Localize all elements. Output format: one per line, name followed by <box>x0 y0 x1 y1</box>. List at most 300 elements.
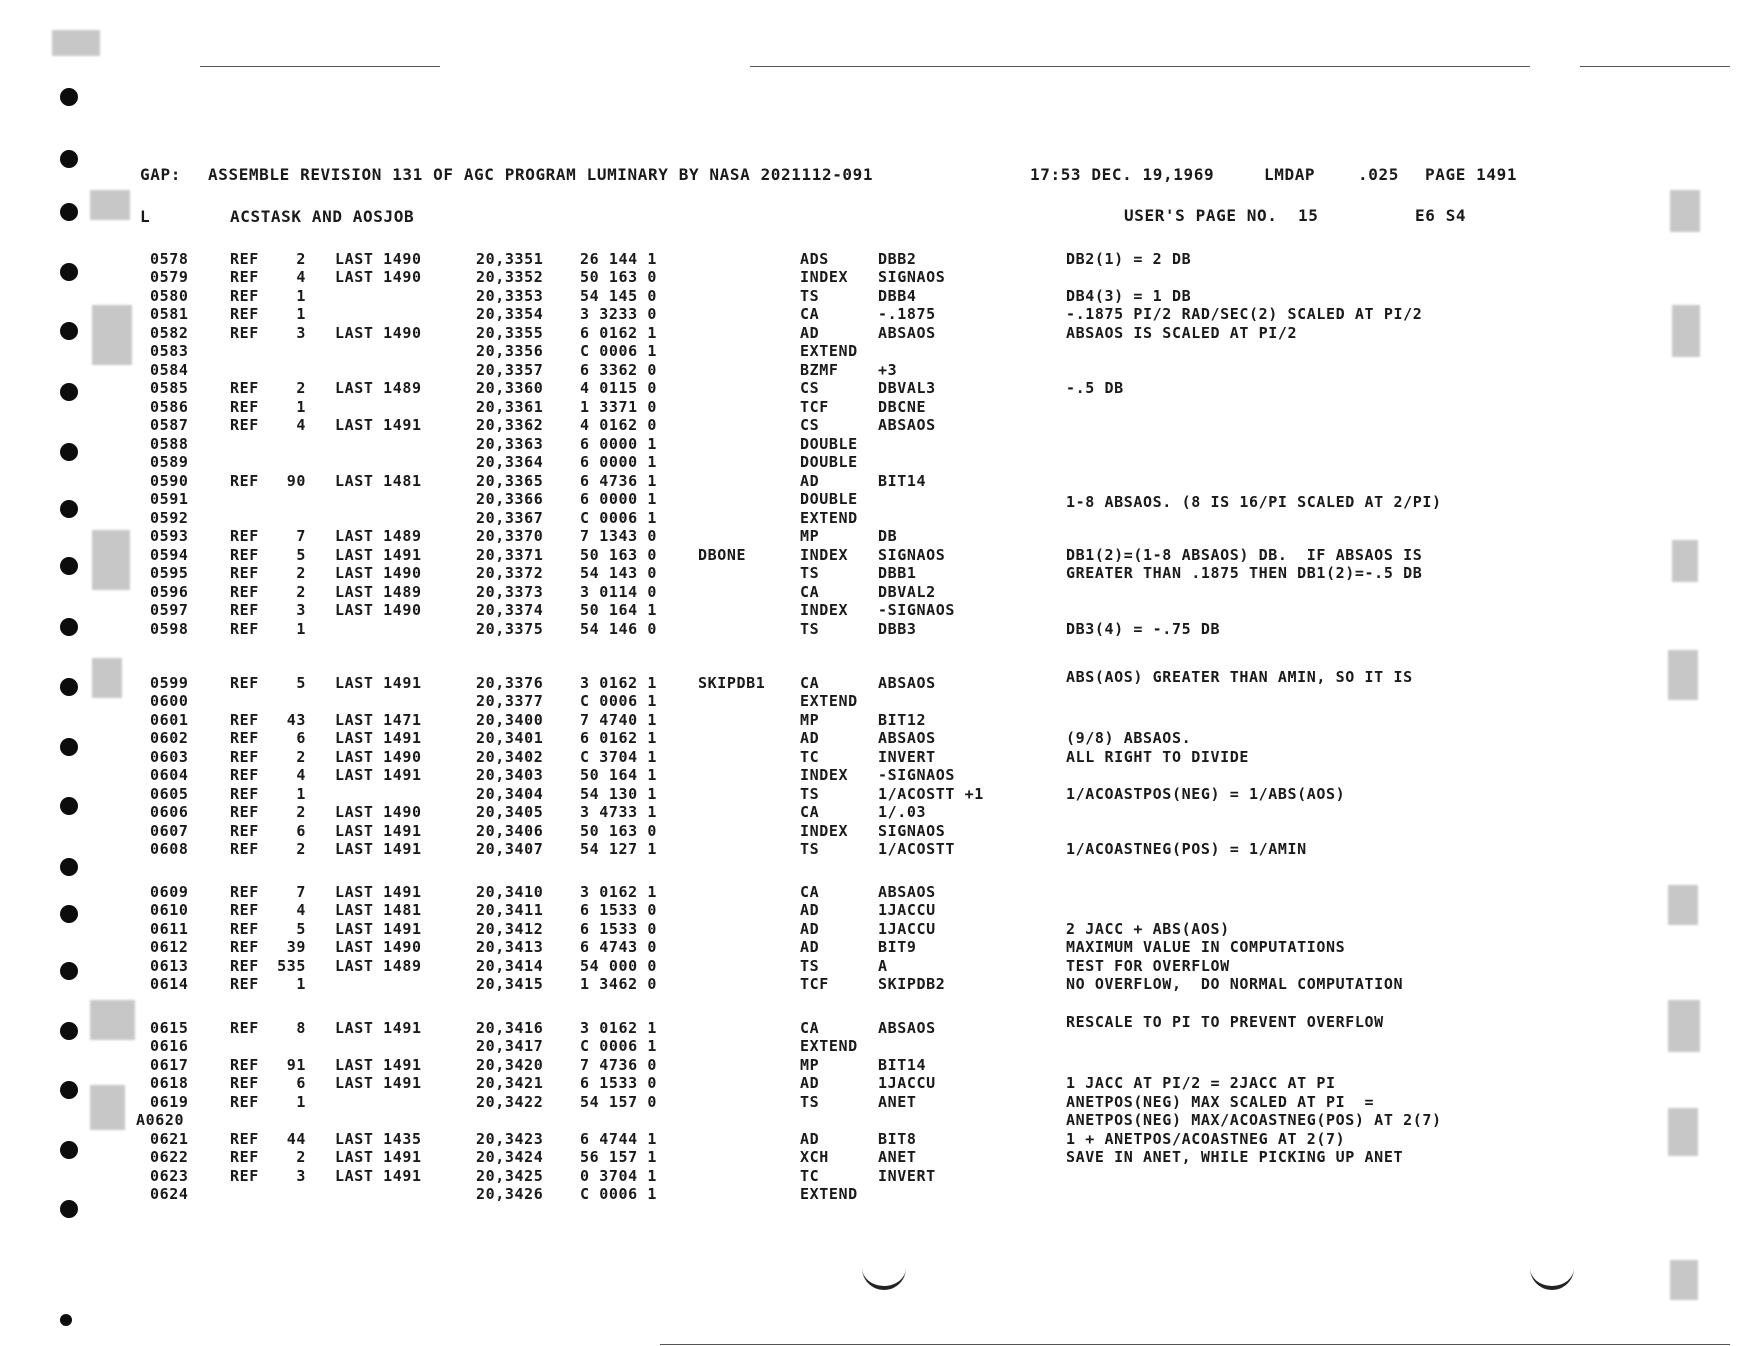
ref-marker: REF <box>230 711 259 729</box>
ref-marker: REF <box>230 1148 259 1166</box>
address: 20,3410 <box>476 883 544 901</box>
binder-arc <box>862 1268 906 1290</box>
line-number: 0603 <box>150 748 189 766</box>
ref-count: 4 <box>296 766 306 784</box>
address: 20,3405 <box>476 803 544 821</box>
operand: 1/ACOSTT <box>878 840 956 858</box>
ref-marker: REF <box>230 785 259 803</box>
line-number: 0588 <box>150 435 189 453</box>
listing-line <box>0 342 1740 360</box>
ref-count: 5 <box>296 920 306 938</box>
operand: 1JACCU <box>878 920 936 938</box>
opcode: TS <box>800 1093 820 1111</box>
margin-smudge <box>1670 190 1700 232</box>
opcode: CA <box>800 305 820 323</box>
ref-marker: REF <box>230 1019 259 1037</box>
operand: ANET <box>878 1093 917 1111</box>
ref-marker: REF <box>230 674 259 692</box>
ref-marker: REF <box>230 564 259 582</box>
ref-marker: REF <box>230 398 259 416</box>
comment: -.5 DB <box>1066 379 1124 397</box>
last-ref: LAST 1491 <box>335 1148 422 1166</box>
comment: MAXIMUM VALUE IN COMPUTATIONS <box>1066 938 1346 956</box>
ref-count: 1 <box>296 620 306 638</box>
ref-count: 5 <box>296 546 306 564</box>
operand: ANET <box>878 1148 917 1166</box>
opcode: AD <box>800 938 820 956</box>
ref-marker: REF <box>230 920 259 938</box>
octal-code: C 0006 1 <box>580 342 658 360</box>
line-number: 0607 <box>150 822 189 840</box>
ref-count: 4 <box>296 268 306 286</box>
operand: 1/ACOSTT +1 <box>878 785 984 803</box>
address: 20,3406 <box>476 822 544 840</box>
listing-line <box>0 398 1740 416</box>
address: 20,3426 <box>476 1185 544 1203</box>
listing-line <box>0 785 1740 803</box>
octal-code: 6 3362 0 <box>580 361 658 379</box>
address: 20,3402 <box>476 748 544 766</box>
octal-code: 54 127 1 <box>580 840 658 858</box>
line-number: 0617 <box>150 1056 189 1074</box>
address: 20,3417 <box>476 1037 544 1055</box>
opcode: AD <box>800 1074 820 1092</box>
line-number: 0608 <box>150 840 189 858</box>
line-number: 0599 <box>150 674 189 692</box>
comment: DB1(2)=(1-8 ABSAOS) DB. IF ABSAOS IS <box>1066 546 1423 564</box>
line-number: 0615 <box>150 1019 189 1037</box>
listing-line <box>0 920 1740 938</box>
listing-line <box>0 957 1740 975</box>
listing-line <box>0 509 1740 527</box>
comment: TEST FOR OVERFLOW <box>1066 957 1230 975</box>
octal-code: 3 4733 1 <box>580 803 658 821</box>
opcode: TCF <box>800 398 829 416</box>
last-ref: LAST 1481 <box>335 472 422 490</box>
address: 20,3420 <box>476 1056 544 1074</box>
ref-count: 3 <box>296 601 306 619</box>
listing-line <box>0 453 1740 471</box>
ref-count: 44 <box>286 1130 306 1148</box>
ref-marker: REF <box>230 1167 259 1185</box>
binder-arc <box>1530 1268 1574 1290</box>
opcode: TS <box>800 785 820 803</box>
opcode: EXTEND <box>800 1037 858 1055</box>
octal-code: 6 4744 1 <box>580 1130 658 1148</box>
octal-code: 3 0162 1 <box>580 674 658 692</box>
octal-code: 6 0000 1 <box>580 490 658 508</box>
ref-count: 2 <box>296 583 306 601</box>
line-number: 0612 <box>150 938 189 956</box>
opcode: TS <box>800 564 820 582</box>
bottom-rule <box>660 1344 1730 1345</box>
listing-line <box>0 1148 1740 1166</box>
address: 20,3415 <box>476 975 544 993</box>
comment: ABS(AOS) GREATER THAN AMIN, SO IT IS <box>1066 668 1413 686</box>
opcode: AD <box>800 729 820 747</box>
octal-code: C 0006 1 <box>580 1037 658 1055</box>
ref-marker: REF <box>230 938 259 956</box>
last-ref: LAST 1491 <box>335 883 422 901</box>
top-rule-left <box>200 66 440 67</box>
program-name: LMDAP <box>1264 165 1316 184</box>
comment: RESCALE TO PI TO PREVENT OVERFLOW <box>1066 1013 1384 1031</box>
listing-line <box>0 1167 1740 1185</box>
ref-count: 6 <box>296 729 306 747</box>
listing-line <box>0 883 1740 901</box>
octal-code: 7 4740 1 <box>580 711 658 729</box>
operand: INVERT <box>878 1167 936 1185</box>
address: 20,3424 <box>476 1148 544 1166</box>
octal-code: 7 4736 0 <box>580 1056 658 1074</box>
last-ref: LAST 1481 <box>335 901 422 919</box>
last-ref: LAST 1491 <box>335 822 422 840</box>
operand: BIT14 <box>878 1056 927 1074</box>
ref-marker: REF <box>230 583 259 601</box>
line-number: 0604 <box>150 766 189 784</box>
line-number: A0620 <box>136 1111 185 1129</box>
last-ref: LAST 1491 <box>335 1167 422 1185</box>
opcode: EXTEND <box>800 692 858 710</box>
operand: DBB1 <box>878 564 917 582</box>
ref-count: 1 <box>296 785 306 803</box>
comment: SAVE IN ANET, WHILE PICKING UP ANET <box>1066 1148 1404 1166</box>
line-number: 0609 <box>150 883 189 901</box>
comment: ANETPOS(NEG) MAX SCALED AT PI = <box>1066 1093 1375 1111</box>
address: 20,3357 <box>476 361 544 379</box>
line-number: 0616 <box>150 1037 189 1055</box>
address: 20,3401 <box>476 729 544 747</box>
address: 20,3370 <box>476 527 544 545</box>
operand: ABSAOS <box>878 883 936 901</box>
address: 20,3372 <box>476 564 544 582</box>
octal-code: C 0006 1 <box>580 692 658 710</box>
line-number: 0595 <box>150 564 189 582</box>
ref-count: 2 <box>296 564 306 582</box>
listing-line <box>0 305 1740 323</box>
ref-marker: REF <box>230 527 259 545</box>
ref-marker: REF <box>230 416 259 434</box>
comment: 1 JACC AT PI/2 = 2JACC AT PI <box>1066 1074 1336 1092</box>
operand: -SIGNAOS <box>878 601 956 619</box>
last-ref: LAST 1490 <box>335 938 422 956</box>
octal-code: 6 0162 1 <box>580 324 658 342</box>
listing-line <box>0 583 1740 601</box>
line-number: 0583 <box>150 342 189 360</box>
operand: 1JACCU <box>878 1074 936 1092</box>
listing-line <box>0 564 1740 582</box>
ref-count: 3 <box>296 1167 306 1185</box>
opcode: TCF <box>800 975 829 993</box>
operand: SIGNAOS <box>878 268 946 286</box>
ref-marker: REF <box>230 1093 259 1111</box>
address: 20,3425 <box>476 1167 544 1185</box>
address: 20,3414 <box>476 957 544 975</box>
operand: A <box>878 957 888 975</box>
octal-code: 6 4743 0 <box>580 938 658 956</box>
octal-code: 1 3371 0 <box>580 398 658 416</box>
ref-count: 3 <box>296 324 306 342</box>
opcode: CA <box>800 883 820 901</box>
address: 20,3360 <box>476 379 544 397</box>
address: 20,3377 <box>476 692 544 710</box>
line-number: 0624 <box>150 1185 189 1203</box>
line-number: 0613 <box>150 957 189 975</box>
line-number: 0596 <box>150 583 189 601</box>
gap-label: GAP: <box>140 165 181 184</box>
line-number: 0602 <box>150 729 189 747</box>
ref-count: 1 <box>296 398 306 416</box>
opcode: DOUBLE <box>800 435 858 453</box>
comment: (9/8) ABSAOS. <box>1066 729 1192 747</box>
ref-count: 2 <box>296 250 306 268</box>
opcode: INDEX <box>800 822 849 840</box>
operand: BIT12 <box>878 711 927 729</box>
listing-line <box>0 822 1740 840</box>
octal-code: 7 1343 0 <box>580 527 658 545</box>
octal-code: 3 3233 0 <box>580 305 658 323</box>
listing-line <box>0 620 1740 638</box>
operand: -.1875 <box>878 305 936 323</box>
ref-marker: REF <box>230 1074 259 1092</box>
opcode: TS <box>800 287 820 305</box>
comment: 1/ACOASTPOS(NEG) = 1/ABS(AOS) <box>1066 785 1346 803</box>
operand: DB <box>878 527 898 545</box>
octal-code: 54 145 0 <box>580 287 658 305</box>
opcode: BZMF <box>800 361 839 379</box>
ref-count: 2 <box>296 379 306 397</box>
ref-count: 39 <box>286 938 306 956</box>
octal-code: 6 1533 0 <box>580 920 658 938</box>
comment: ALL RIGHT TO DIVIDE <box>1066 748 1249 766</box>
line-number: 0619 <box>150 1093 189 1111</box>
address: 20,3354 <box>476 305 544 323</box>
opcode: CS <box>800 416 820 434</box>
address: 20,3374 <box>476 601 544 619</box>
listing-line <box>0 1111 1740 1129</box>
ref-count: 2 <box>296 803 306 821</box>
page-number: PAGE 1491 <box>1425 165 1518 184</box>
ref-marker: REF <box>230 901 259 919</box>
comment: DB4(3) = 1 DB <box>1066 287 1192 305</box>
listing-line <box>0 601 1740 619</box>
ref-marker: REF <box>230 379 259 397</box>
last-ref: LAST 1491 <box>335 1056 422 1074</box>
octal-code: 50 164 1 <box>580 601 658 619</box>
operand: SIGNAOS <box>878 546 946 564</box>
address: 20,3356 <box>476 342 544 360</box>
comment: DB2(1) = 2 DB <box>1066 250 1192 268</box>
operand: BIT8 <box>878 1130 917 1148</box>
last-ref: LAST 1491 <box>335 729 422 747</box>
listing-line <box>0 268 1740 286</box>
opcode: DOUBLE <box>800 490 858 508</box>
symbol-label: SKIPDB1 <box>698 674 766 692</box>
operand: DBCNE <box>878 398 927 416</box>
last-ref: LAST 1489 <box>335 527 422 545</box>
address: 20,3423 <box>476 1130 544 1148</box>
ref-count: 2 <box>296 840 306 858</box>
address: 20,3363 <box>476 435 544 453</box>
listing-line <box>0 546 1740 564</box>
assembly-title: ASSEMBLE REVISION 131 OF AGC PROGRAM LUMINARY BY NASA 2021112-091 <box>208 165 874 184</box>
address: 20,3355 <box>476 324 544 342</box>
octal-code: 54 146 0 <box>580 620 658 638</box>
ref-count: 43 <box>286 711 306 729</box>
address: 20,3421 <box>476 1074 544 1092</box>
line-number: 0580 <box>150 287 189 305</box>
listing-line <box>0 766 1740 784</box>
last-ref: LAST 1490 <box>335 748 422 766</box>
listing-line <box>0 975 1740 993</box>
opcode: AD <box>800 1130 820 1148</box>
ref-marker: REF <box>230 472 259 490</box>
opcode: CA <box>800 674 820 692</box>
octal-code: 54 157 0 <box>580 1093 658 1111</box>
operand: 1/.03 <box>878 803 927 821</box>
octal-code: 50 163 0 <box>580 268 658 286</box>
line-number: 0622 <box>150 1148 189 1166</box>
line-number: 0605 <box>150 785 189 803</box>
line-number: 0587 <box>150 416 189 434</box>
octal-code: 1 3462 0 <box>580 975 658 993</box>
ref-count: 1 <box>296 305 306 323</box>
comment: 2 JACC + ABS(AOS) <box>1066 920 1230 938</box>
line-number: 0590 <box>150 472 189 490</box>
line-number: 0589 <box>150 453 189 471</box>
listing-line <box>0 324 1740 342</box>
listing-line <box>0 840 1740 858</box>
address: 20,3361 <box>476 398 544 416</box>
octal-code: 56 157 1 <box>580 1148 658 1166</box>
opcode: TC <box>800 1167 820 1185</box>
operand: DBB2 <box>878 250 917 268</box>
octal-code: 6 1533 0 <box>580 1074 658 1092</box>
octal-code: 4 0162 0 <box>580 416 658 434</box>
line-number: 0610 <box>150 901 189 919</box>
opcode: TS <box>800 620 820 638</box>
ref-marker: REF <box>230 822 259 840</box>
line-number: 0621 <box>150 1130 189 1148</box>
line-number: 0593 <box>150 527 189 545</box>
section-title: ACSTASK AND AOSJOB <box>230 207 415 226</box>
ref-count: 7 <box>296 883 306 901</box>
octal-code: 6 0000 1 <box>580 453 658 471</box>
opcode: INDEX <box>800 268 849 286</box>
address: 20,3411 <box>476 901 544 919</box>
listing-line <box>0 490 1740 511</box>
opcode: INDEX <box>800 766 849 784</box>
address: 20,3362 <box>476 416 544 434</box>
operand: DBVAL3 <box>878 379 936 397</box>
address: 20,3416 <box>476 1019 544 1037</box>
operand: INVERT <box>878 748 936 766</box>
address: 20,3400 <box>476 711 544 729</box>
listing-line <box>0 692 1740 710</box>
opcode: TS <box>800 840 820 858</box>
ref-marker: REF <box>230 729 259 747</box>
ref-marker: REF <box>230 766 259 784</box>
opcode: MP <box>800 527 820 545</box>
opcode: CA <box>800 803 820 821</box>
line-number: 0623 <box>150 1167 189 1185</box>
line-number: 0611 <box>150 920 189 938</box>
opcode: EXTEND <box>800 509 858 527</box>
opcode: AD <box>800 901 820 919</box>
comment: GREATER THAN .1875 THEN DB1(2)=-.5 DB <box>1066 564 1423 582</box>
ref-count: 8 <box>296 1019 306 1037</box>
operand: +3 <box>878 361 898 379</box>
last-ref: LAST 1490 <box>335 324 422 342</box>
line-number: 0581 <box>150 305 189 323</box>
comment: ABSAOS IS SCALED AT PI/2 <box>1066 324 1298 342</box>
operand: ABSAOS <box>878 416 936 434</box>
opcode: DOUBLE <box>800 453 858 471</box>
ref-count: 1 <box>296 975 306 993</box>
address: 20,3376 <box>476 674 544 692</box>
listing-flag: L <box>140 207 151 226</box>
octal-code: 6 4736 1 <box>580 472 658 490</box>
operand: ABSAOS <box>878 1019 936 1037</box>
address: 20,3367 <box>476 509 544 527</box>
listing-line <box>0 711 1740 729</box>
listing-line <box>0 287 1740 305</box>
operand: ABSAOS <box>878 324 936 342</box>
address: 20,3353 <box>476 287 544 305</box>
top-rule-mid <box>750 66 1530 67</box>
comment: 1/ACOASTNEG(POS) = 1/AMIN <box>1066 840 1307 858</box>
comment: 1-8 ABSAOS. (8 IS 16/PI SCALED AT 2/PI) <box>1066 493 1442 511</box>
ref-marker: REF <box>230 1130 259 1148</box>
line-number: 0579 <box>150 268 189 286</box>
ref-marker: REF <box>230 975 259 993</box>
ref-marker: REF <box>230 620 259 638</box>
line-number: 0584 <box>150 361 189 379</box>
punch-hole <box>60 1314 72 1326</box>
opcode: TS <box>800 957 820 975</box>
last-ref: LAST 1491 <box>335 1019 422 1037</box>
address: 20,3412 <box>476 920 544 938</box>
octal-code: 50 163 0 <box>580 822 658 840</box>
listing-line <box>0 472 1740 490</box>
operand: SIGNAOS <box>878 822 946 840</box>
comment: DB3(4) = -.75 DB <box>1066 620 1221 638</box>
opcode: CS <box>800 379 820 397</box>
comment: -.1875 PI/2 RAD/SEC(2) SCALED AT PI/2 <box>1066 305 1423 323</box>
ref-marker: REF <box>230 1056 259 1074</box>
octal-code: 3 0114 0 <box>580 583 658 601</box>
opcode: XCH <box>800 1148 829 1166</box>
ref-count: 1 <box>296 287 306 305</box>
timestamp: 17:53 DEC. 19,1969 <box>1030 165 1215 184</box>
octal-code: 3 0162 1 <box>580 1019 658 1037</box>
listing-line <box>0 729 1740 747</box>
comment: 1 + ANETPOS/ACOASTNEG AT 2(7) <box>1066 1130 1346 1148</box>
top-rule-right <box>1580 66 1730 67</box>
ref-count: 7 <box>296 527 306 545</box>
opcode: AD <box>800 920 820 938</box>
opcode: AD <box>800 324 820 342</box>
last-ref: LAST 1490 <box>335 250 422 268</box>
ref-marker: REF <box>230 957 259 975</box>
ref-marker: REF <box>230 748 259 766</box>
address: 20,3366 <box>476 490 544 508</box>
last-ref: LAST 1491 <box>335 840 422 858</box>
operand: DBVAL2 <box>878 583 936 601</box>
ref-marker: REF <box>230 305 259 323</box>
last-ref: LAST 1435 <box>335 1130 422 1148</box>
operand: DBB4 <box>878 287 917 305</box>
